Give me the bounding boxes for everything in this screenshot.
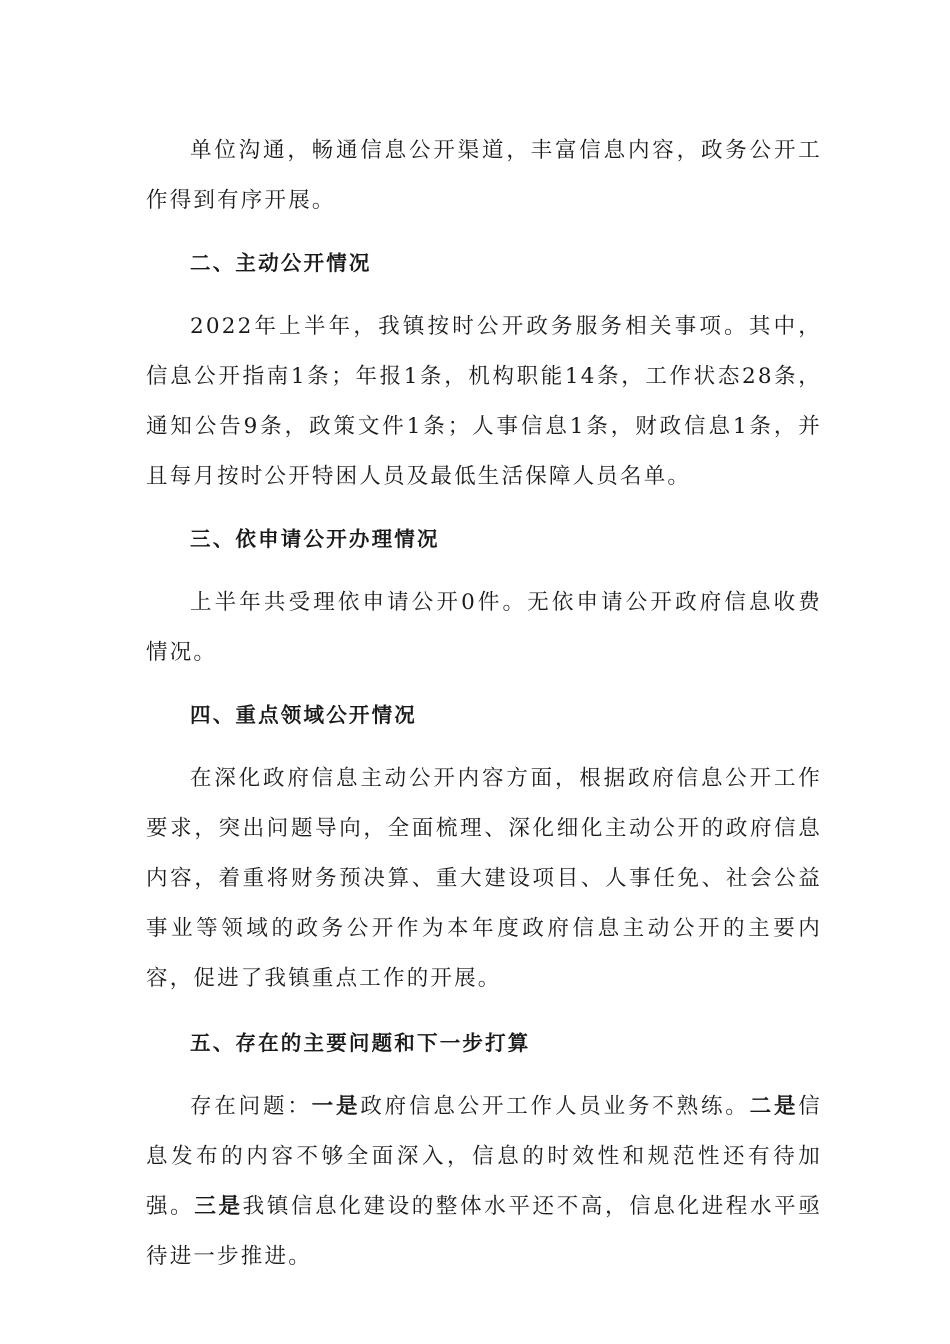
proactive-disclosure-paragraph: 2022年上半年，我镇按时公开政务服务相关事项。其中，信息公开指南1条；年报1条，机构职能14条，工作状态28条，通知公告9条，政策文件1条；人事信息1条，财政信息1条，并且每月按时公开特困人员及最低生活保障人员名单。 bbox=[146, 314, 822, 489]
key-areas-paragraph: 在深化政府信息主动公开内容方面，根据政府信息公开工作要求，突出问题导向，全面梳理、深化细化主动公开的政府信息内容，着重将财务预决算、重大建设项目、人事任免、社会公益事业等领域的政务公开作为本年度政府信息主动公开的主要内容，促进了我镇重点工作的开展。 bbox=[146, 766, 822, 991]
document-body bbox=[146, 126, 822, 1282]
section-heading-proactive-disclosure: 二、主动公开情况 bbox=[190, 251, 372, 275]
problem-marker-1: 一是 bbox=[311, 1094, 361, 1119]
section-heading-problems-next-steps: 五、存在的主要问题和下一步打算 bbox=[190, 1031, 531, 1055]
problem-marker-2: 二是 bbox=[749, 1094, 799, 1119]
problems-lead: 存在问题： bbox=[190, 1094, 312, 1119]
problem-marker-3: 三是 bbox=[194, 1194, 243, 1219]
problem-text-1: 政府信息公开工作人员业务不熟练。 bbox=[360, 1094, 750, 1119]
problem-text-3: 我镇信息化建设的整体水平还不高，信息化进程水平亟待进一步推进。 bbox=[146, 1194, 823, 1269]
problems-paragraph bbox=[146, 1082, 822, 1282]
continuation-paragraph: 单位沟通，畅通信息公开渠道，丰富信息内容，政务公开工作得到有序开展。 bbox=[146, 138, 822, 213]
section-heading-request-disclosure: 三、依申请公开办理情况 bbox=[190, 527, 440, 551]
request-disclosure-paragraph: 上半年共受理依申请公开0件。无依申请公开政府信息收费情况。 bbox=[146, 590, 822, 665]
problem-text-2: 信息发布的内容不够全面深入，信息的时效性和规范性还有待加强。 bbox=[146, 1094, 822, 1219]
section-heading-key-areas: 四、重点领域公开情况 bbox=[190, 703, 417, 727]
